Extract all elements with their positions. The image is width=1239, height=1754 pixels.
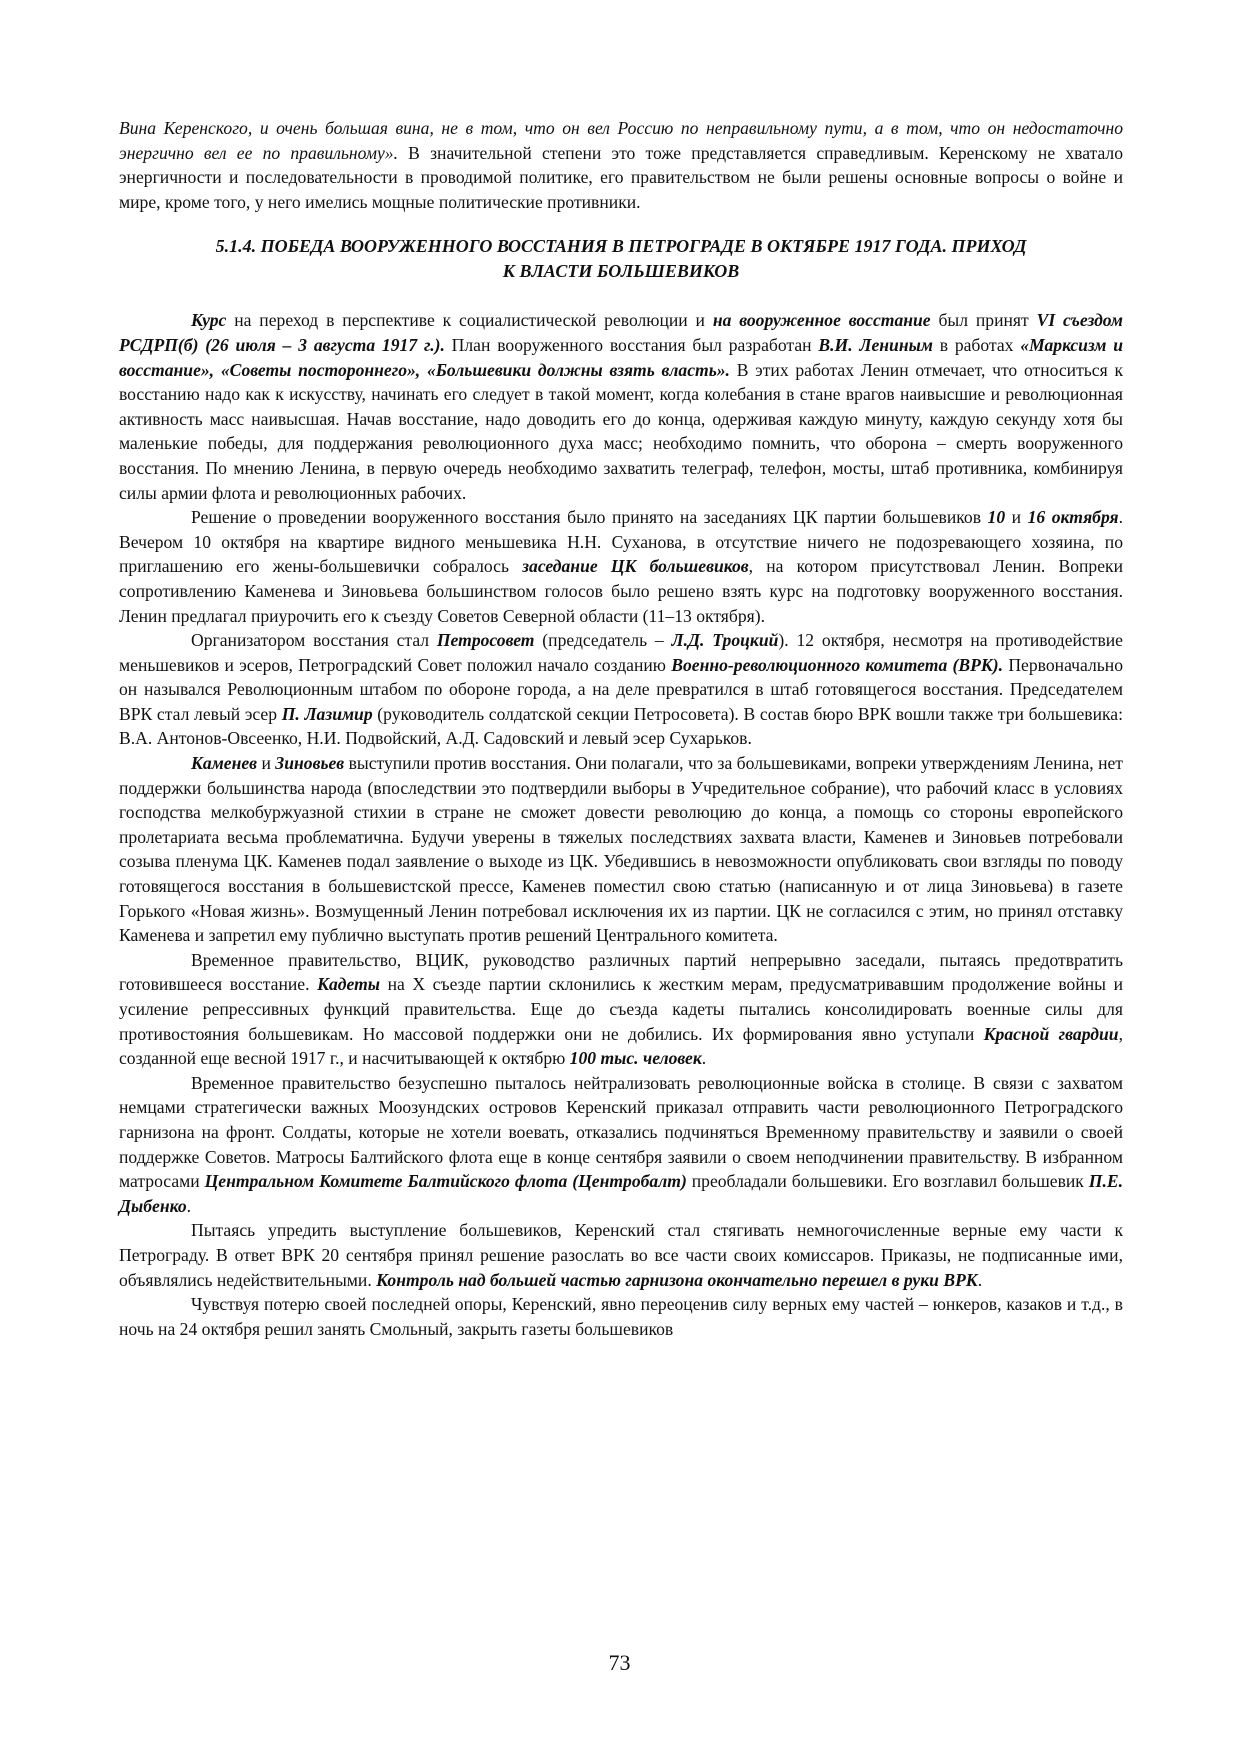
paragraph-7: Пытаясь упредить выступление большевиков, Керенский стал стягивать немногочисленные верные ему части к Петрограду. В ответ ВРК 20 сентября принял решение разослать во все части своих комиссаров. Приказы, не подписанные ими, объявлялись недействительными. Контроль над большей частью гарнизона окончательно перешел в руки ВРК. [119, 1220, 1123, 1290]
paragraph-1: Курс на переход в перспективе к социалистической революции и на вооруженное восстание был принят VI съездом РСДРП(б) (26 июля – 3 августа 1917 г.). План вооруженного восстания был разработан В.И. Лениным в работах «Марксизм и восстание», «Советы постороннего», «Большевики должны взять власть». В этих работах Ленин отмечает, что относиться к восстанию надо как к искусству, начинать его следует в такой момент, когда колебания в стане врагов наивысшие и революционная активность масс наивысшая. Начав восстание, надо доводить его до конца, одерживая каждую минуту, каждую секунду хотя бы маленькие победы, для поддержания революционного духа масс; необходимо помнить, что оборона – смерть вооруженного восстания. По мнению Ленина, в первую очередь необходимо захватить телеграф, телефон, мосты, штаб противника, комбинируя силы армии флота и революционных рабочих. [119, 310, 1123, 503]
page-body [119, 116, 1123, 1341]
section-heading-line-2: К ВЛАСТИ БОЛЬШЕВИКОВ [502, 261, 740, 282]
paragraph-5: Временное правительство, ВЦИК, руководство различных партий непрерывно заседали, пытаясь предотвратить готовившееся восстание. Кадеты на X съезде партии склонились к жестким мерам, предусматривавшим продолжение войны и усиление репрессивных функций правительства. Еще до съезда кадеты пытались консолидировать военные силы для противостояния большевикам. Но массовой поддержки они не добились. Их формирования явно уступали Красной гвардии, созданной еще весной 1917 г., и насчитывающей к октябрю 100 тыс. человек. [119, 949, 1123, 1069]
page-number: 73 [608, 1650, 631, 1675]
section-heading-line-1: 5.1.4. ПОБЕДА ВООРУЖЕННОГО ВОССТАНИЯ В ПЕТРОГРАДЕ В ОКТЯБРЕ 1917 ГОДА. ПРИХОД [215, 236, 1027, 257]
paragraph-8: Чувствуя потерю своей последней опоры, Керенский, явно переоценив силу верных ему частей – юнкеров, казаков и т.д., в ночь на 24 октября решил занять Смольный, закрыть газеты большевиков [119, 1294, 1123, 1339]
paragraph-4: Каменев и Зиновьев выступили против восстания. Они полагали, что за большевиками, вопреки утверждениям Ленина, нет поддержки большинства народа (впоследствии это подтвердили выборы в Учредительное собрание), что рабочий класс в условиях господства мелкобуржуазной стихии в стране не сможет довести революцию до конца, а помощь со стороны европейского пролетариата весьма проблематична. Будучи уверены в тяжелых последствиях захвата власти, Каменев и Зиновьев потребовали созыва пленума ЦК. Каменев подал заявление о выходе из ЦК. Убедившись в невозможности опубликовать свои взгляды по поводу готовящегося восстания в большевистской прессе, Каменев поместил свою статью (написанную и от лица Зиновьева) в газете Горького «Новая жизнь». Возмущенный Ленин потребовал исключения их из партии. ЦК не согласился с этим, но принял отставку Каменева и запретил ему публично выступать против решений Центрального комитета. [119, 753, 1123, 946]
quote-italic: Вина Керенского, и очень большая вина, не в том, что он вел Россию по неправильному пути, а в том, что он недостаточно энергично вел ее по правильному». [119, 118, 1123, 163]
section-heading [119, 234, 1123, 284]
paragraph-6: Временное правительство безуспешно пыталось нейтрализовать революционные войска в столице. В связи с захватом немцами стратегически важных Моозундских островов Керенский приказал отправить части революционного Петроградского гарнизона на фронт. Солдаты, которые не хотели воевать, отказались подчиняться Временному правительству и заявили о своей поддержке Советов. Матросы Балтийского флота еще в конце сентября заявили о своем неподчинении правительству. В избранном матросами Центральном Комитете Балтийского флота (Центробалт) преобладали большевики. Его возглавил большевик П.Е. Дыбенко. [119, 1072, 1123, 1216]
intro-paragraph: Вина Керенского, и очень большая вина, не в том, что он вел Россию по неправильному пути, а в том, что он недостаточно энергично вел ее по правильному». В значительной степени это тоже представляется справедливым. Керенскому не хватало энергичности и последовательности в проводимой политике, его правительством не были решены основные вопросы о войне и мире, кроме того, у него имелись мощные политические противники. [119, 118, 1123, 212]
paragraph-2: Решение о проведении вооруженного восстания было принято на заседаниях ЦК партии большевиков 10 и 16 октября. Вечером 10 октября на квартире видного меньшевика Н.Н. Суханова, в отсутствие ничего не подозревающего хозяина, по приглашению его жены-большевички собралось заседание ЦК большевиков, на котором присутствовал Ленин. Вопреки сопротивлению Каменева и Зиновьева большинством голосов было решено взять курс на подготовку вооруженного восстания. Ленин предлагал приурочить его к съезду Советов Северной области (11–13 октября). [119, 507, 1123, 626]
paragraph-3: Организатором восстания стал Петросовет (председатель – Л.Д. Троцкий). 12 октября, несмотря на противодействие меньшевиков и эсеров, Петроградский Совет положил начало созданию Военно-революционного комитета (ВРК). Первоначально он назывался Революционным штабом по обороне города, а на деле превратился в штаб готовящегося восстания. Председателем ВРК стал левый эсер П. Лазимир (руководитель солдатской секции Петросовета). В состав бюро ВРК вошли также три большевика: В.А. Антонов-Овсеенко, Н.И. Подвойский, А.Д. Садовский и левый эсер Сухарьков. [119, 630, 1123, 749]
